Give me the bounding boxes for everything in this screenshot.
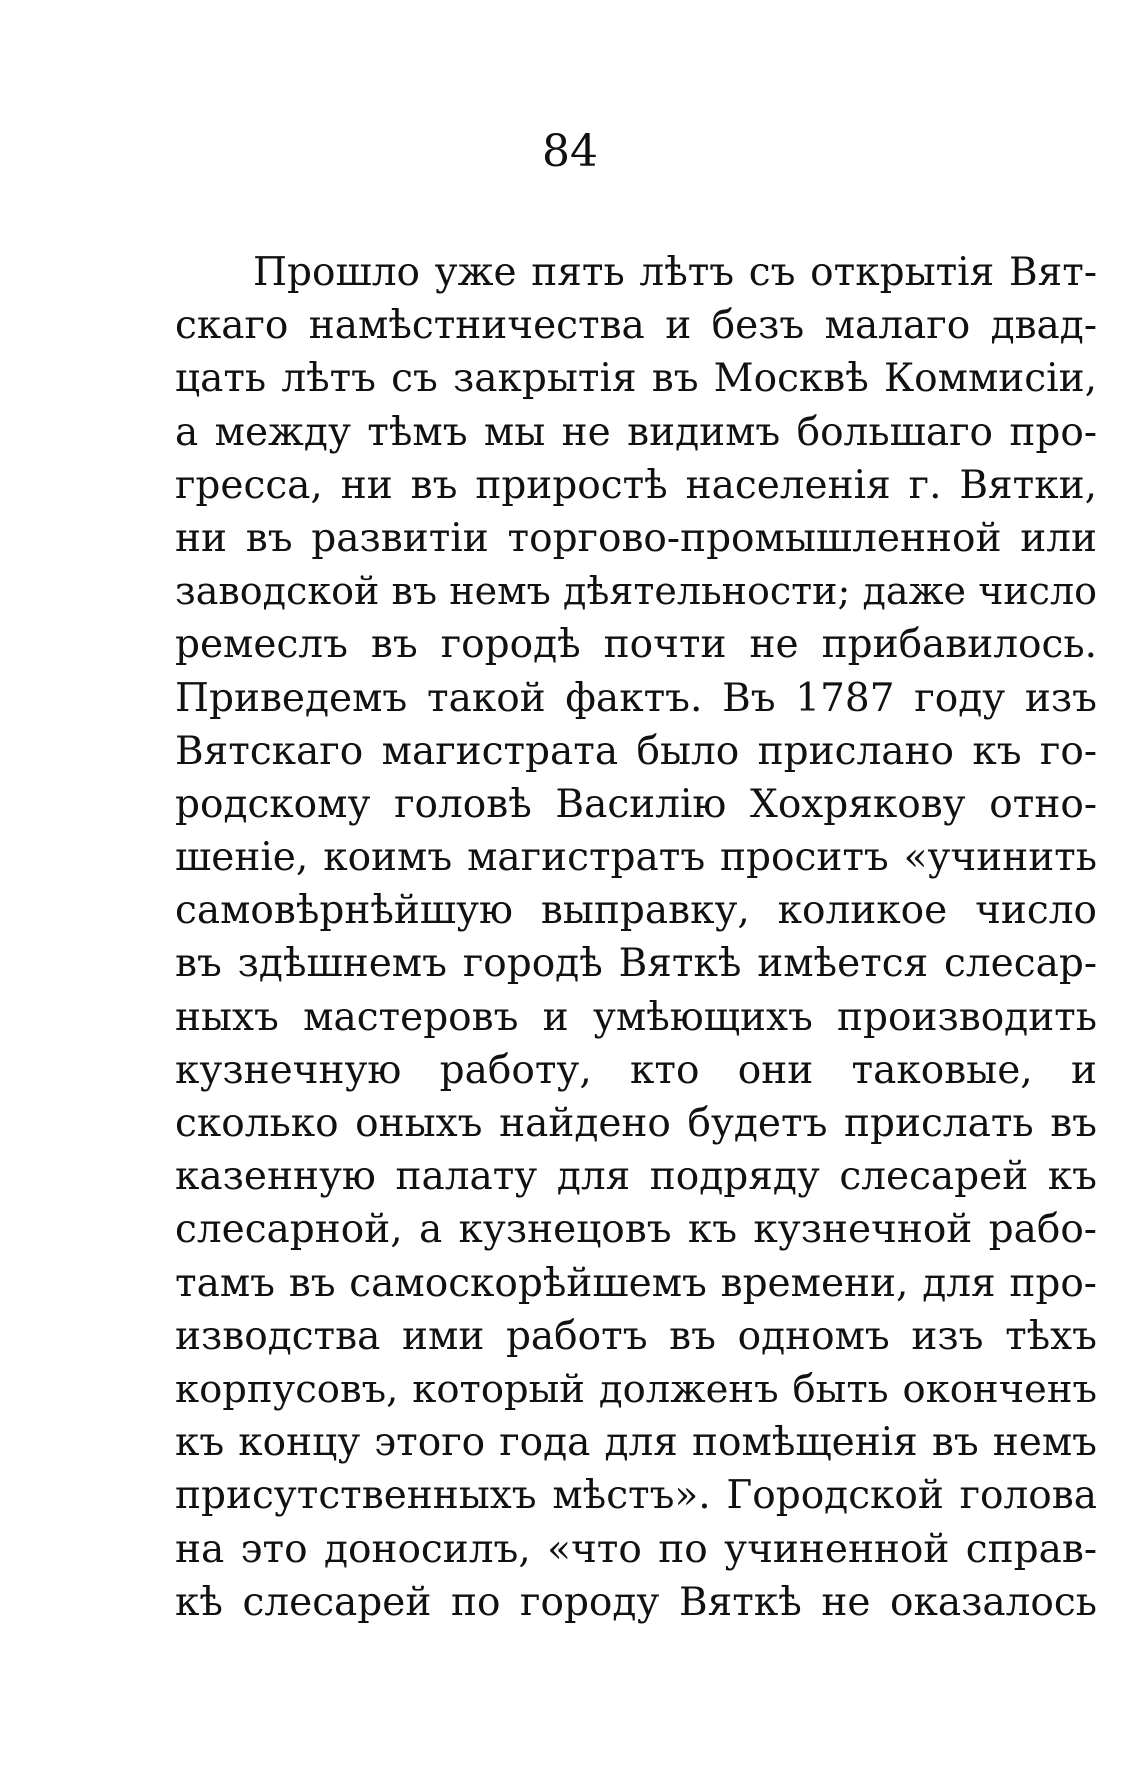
text-line: къ концу этого года для помѣщенія въ немъ [175,1420,1097,1466]
text-line: сколько оныхъ найдено будетъ прислать въ [175,1101,1097,1146]
text-line: шеніе, коимъ магистратъ проситъ «учинить [175,835,1097,881]
text-line: родскому головѣ Василію Хохрякову отно- [175,781,1097,827]
page-number: 84 [542,126,598,177]
text-line: ни въ развитіи торгово-промышленной или [175,515,1097,561]
text-line: слесарной, а кузнецовъ къ кузнечной рабо- [175,1207,1097,1253]
text-line: Вятскаго магистрата было прислано къ го- [175,728,1097,774]
text-line: ремеслъ въ городѣ почти не прибавилось. [175,622,1097,668]
text-line: ныхъ мастеровъ и умѣющихъ производить [175,994,1097,1040]
text-line: казенную палату для подряду слесарей къ [175,1154,1097,1200]
text-line: Приведемъ такой фактъ. Въ 1787 году изъ [175,675,1097,721]
text-line: въ здѣшнемъ городѣ Вяткѣ имѣется слесар- [175,941,1097,987]
text-line: кѣ слесарей по городу Вяткѣ не оказалось [175,1579,1097,1625]
text-line: заводской въ немъ дѣятельности; даже число [175,569,1097,614]
text-line: корпусовъ, который долженъ быть оконченъ [175,1366,1097,1412]
text-line: на это доносилъ, «что по учиненной справ- [175,1526,1097,1572]
text-line: а между тѣмъ мы не видимъ большаго про- [175,409,1097,455]
text-line: присутственныхъ мѣстъ». Городской голова [175,1473,1097,1519]
text-line: изводства ими работъ въ одномъ изъ тѣхъ [175,1313,1097,1359]
text-line: кузнечную работу, кто они таковые, и [175,1047,1097,1093]
text-line: цать лѣтъ съ закрытія въ Москвѣ Коммисіи, [175,356,1097,402]
text-line: самовѣрнѣйшую выправку, коликое число [175,888,1097,934]
text-line: Прошло уже пять лѣтъ съ открытія Вят- [253,250,1097,295]
text-line: тамъ въ самоскорѣйшемъ времени, для про- [175,1260,1097,1306]
text-line: скаго намѣстничества и безъ малаго двад- [175,303,1097,349]
text-line: гресса, ни въ приростѣ населенія г. Вятки, [175,462,1097,508]
body-text [175,246,1097,1629]
